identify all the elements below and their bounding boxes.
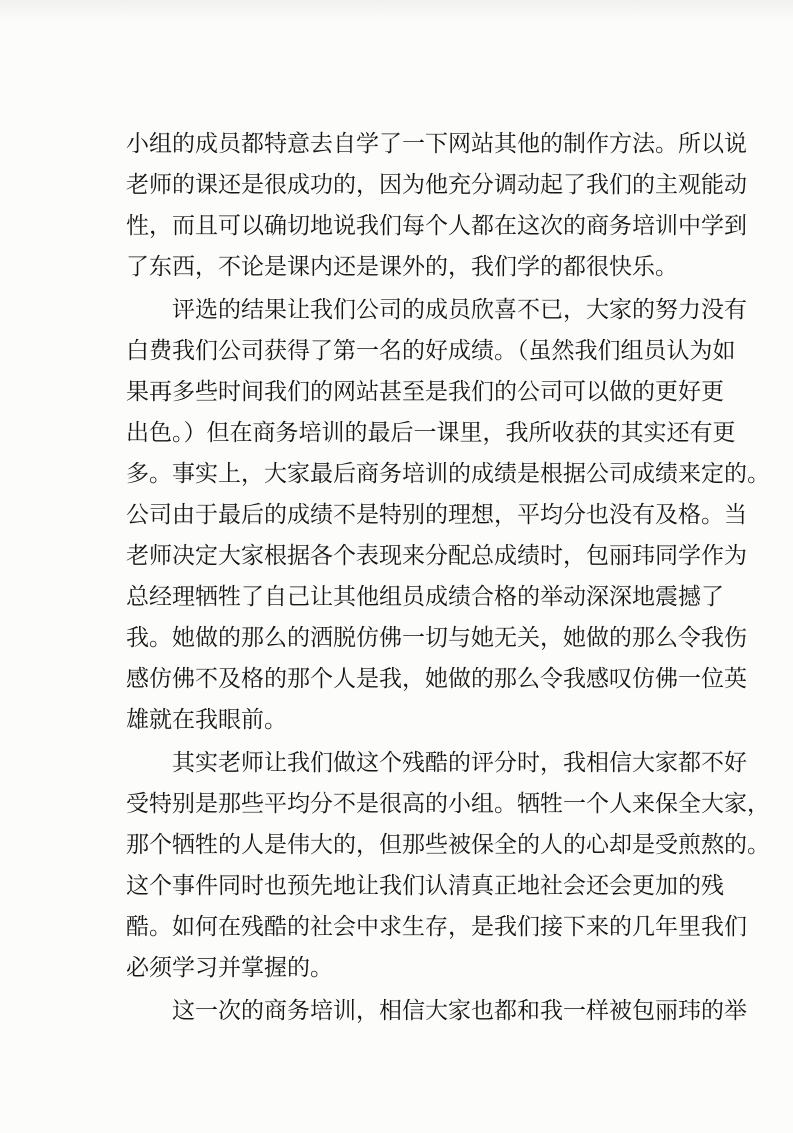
text-line: 必须学习并掌握的。 xyxy=(126,955,333,981)
text-line: 那个牺牲的人是伟大的，但那些被保全的人的心却是受煎熬的。 xyxy=(126,832,770,858)
text-line: 老师决定大家根据各个表现来分配总成绩时，包丽玮同学作为 xyxy=(126,543,747,569)
text-line: 出色。）但在商务培训的最后一课里，我所收获的其实还有更 xyxy=(126,420,736,446)
text-line: 雄就在我眼前。 xyxy=(126,707,287,733)
text-line: 这个事件同时也预先地让我们认清真正地社会还会更加的残 xyxy=(126,873,724,899)
paragraph-first-line: 其实老师让我们做这个残酷的评分时，我相信大家都不好 xyxy=(172,750,747,776)
text-line: 受特别是那些平均分不是很高的小组。牺牲一个人来保全大家， xyxy=(126,791,770,817)
text-line: 性，而且可以确切地说我们每个人都在这次的商务培训中学到 xyxy=(126,213,747,239)
paragraph-first-line: 这一次的商务培训，相信大家也都和我一样被包丽玮的举 xyxy=(172,998,747,1024)
text-line: 公司由于最后的成绩不是特别的理想，平均分也没有及格。当 xyxy=(126,502,747,528)
text-line: 感仿佛不及格的那个人是我，她做的那么令我感叹仿佛一位英 xyxy=(126,666,747,692)
text-line: 总经理牺牲了自己让其他组员成绩合格的举动深深地震撼了 xyxy=(126,584,724,610)
text-line: 多。事实上，大家最后商务培训的成绩是根据公司成绩来定的。 xyxy=(126,461,770,487)
text-line: 白费我们公司获得了第一名的好成绩。（虽然我们组员认为如 xyxy=(126,338,736,364)
text-line: 我。她做的那么的洒脱仿佛一切与她无关，她做的那么令我伤 xyxy=(126,625,747,651)
paragraph-first-line: 评选的结果让我们公司的成员欣喜不已，大家的努力没有 xyxy=(172,297,747,323)
text-line: 果再多些时间我们的网站甚至是我们的公司可以做的更好更 xyxy=(126,379,724,405)
text-line: 了东西，不论是课内还是课外的，我们学的都很快乐。 xyxy=(126,254,678,280)
scan-edge-shading xyxy=(0,0,793,22)
text-line: 酷。如何在残酷的社会中求生存，是我们接下来的几年里我们 xyxy=(126,914,747,940)
text-line: 小组的成员都特意去自学了一下网站其他的制作方法。所以说 xyxy=(126,131,747,157)
text-line: 老师的课还是很成功的，因为他充分调动起了我们的主观能动 xyxy=(126,172,747,198)
